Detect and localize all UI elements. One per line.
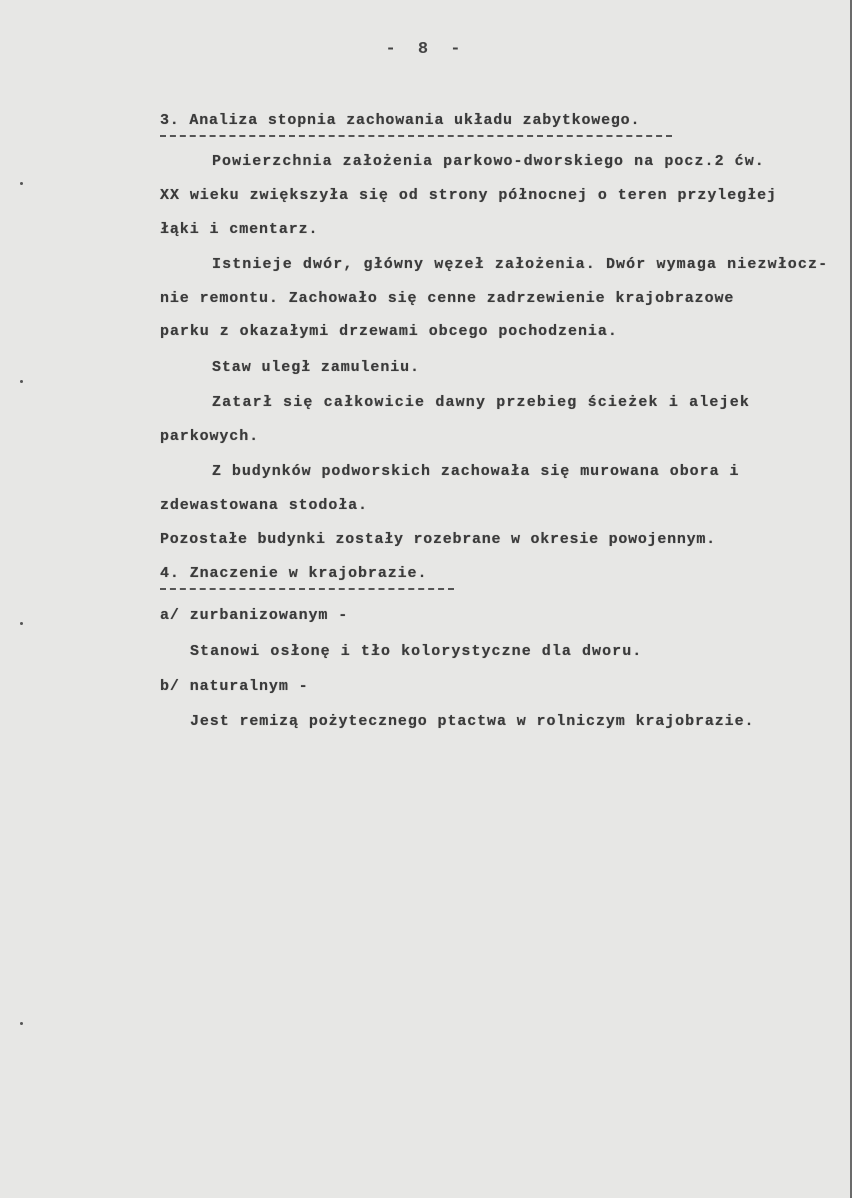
text-line: łąki i cmentarz. <box>160 221 319 238</box>
text-line: Istnieje dwór, główny węzeł założenia. Dwór wymaga niezwłocz- <box>212 256 829 273</box>
text-line: b/ naturalnym - <box>160 678 309 695</box>
section-4-heading-underline <box>160 588 454 590</box>
text-line: Staw uległ zamuleniu. <box>212 359 420 376</box>
margin-dot <box>20 1022 23 1025</box>
text-line: a/ zurbanizowanym - <box>160 607 349 624</box>
section-3-heading-underline <box>160 135 672 137</box>
text-line: parkowych. <box>160 428 260 445</box>
text-line: Powierzchnia założenia parkowo-dworskiego na pocz.2 ćw. <box>212 153 765 170</box>
section-3-heading: 3. Analiza stopnia zachowania układu zabytkowego. <box>160 112 641 129</box>
page-number: - 8 - <box>385 40 467 59</box>
text-line: nie remontu. Zachowało się cenne zadrzewienie krajobrazowe <box>160 290 735 307</box>
margin-dot <box>20 622 23 625</box>
text-line: parku z okazałymi drzewami obcego pochodzenia. <box>160 323 618 340</box>
text-line: zdewastowana stodoła. <box>160 497 368 514</box>
text-line: Stanowi osłonę i tło kolorystyczne dla dworu. <box>190 643 643 660</box>
text-line: XX wieku zwiększyła się od strony północnej o teren przyległej <box>160 187 777 204</box>
text-line: Z budynków podworskich zachowała się murowana obora i <box>212 463 740 480</box>
text-line: Pozostałe budynki zostały rozebrane w okresie powojennym. <box>160 531 716 548</box>
margin-dot <box>20 182 23 185</box>
margin-dot <box>20 380 23 383</box>
text-line: Zatarł się całkowicie dawny przebieg ścieżek i alejek <box>212 394 751 411</box>
text-line: Jest remizą pożytecznego ptactwa w rolniczym krajobrazie. <box>190 713 755 730</box>
section-4-heading: 4. Znaczenie w krajobrazie. <box>160 565 428 582</box>
